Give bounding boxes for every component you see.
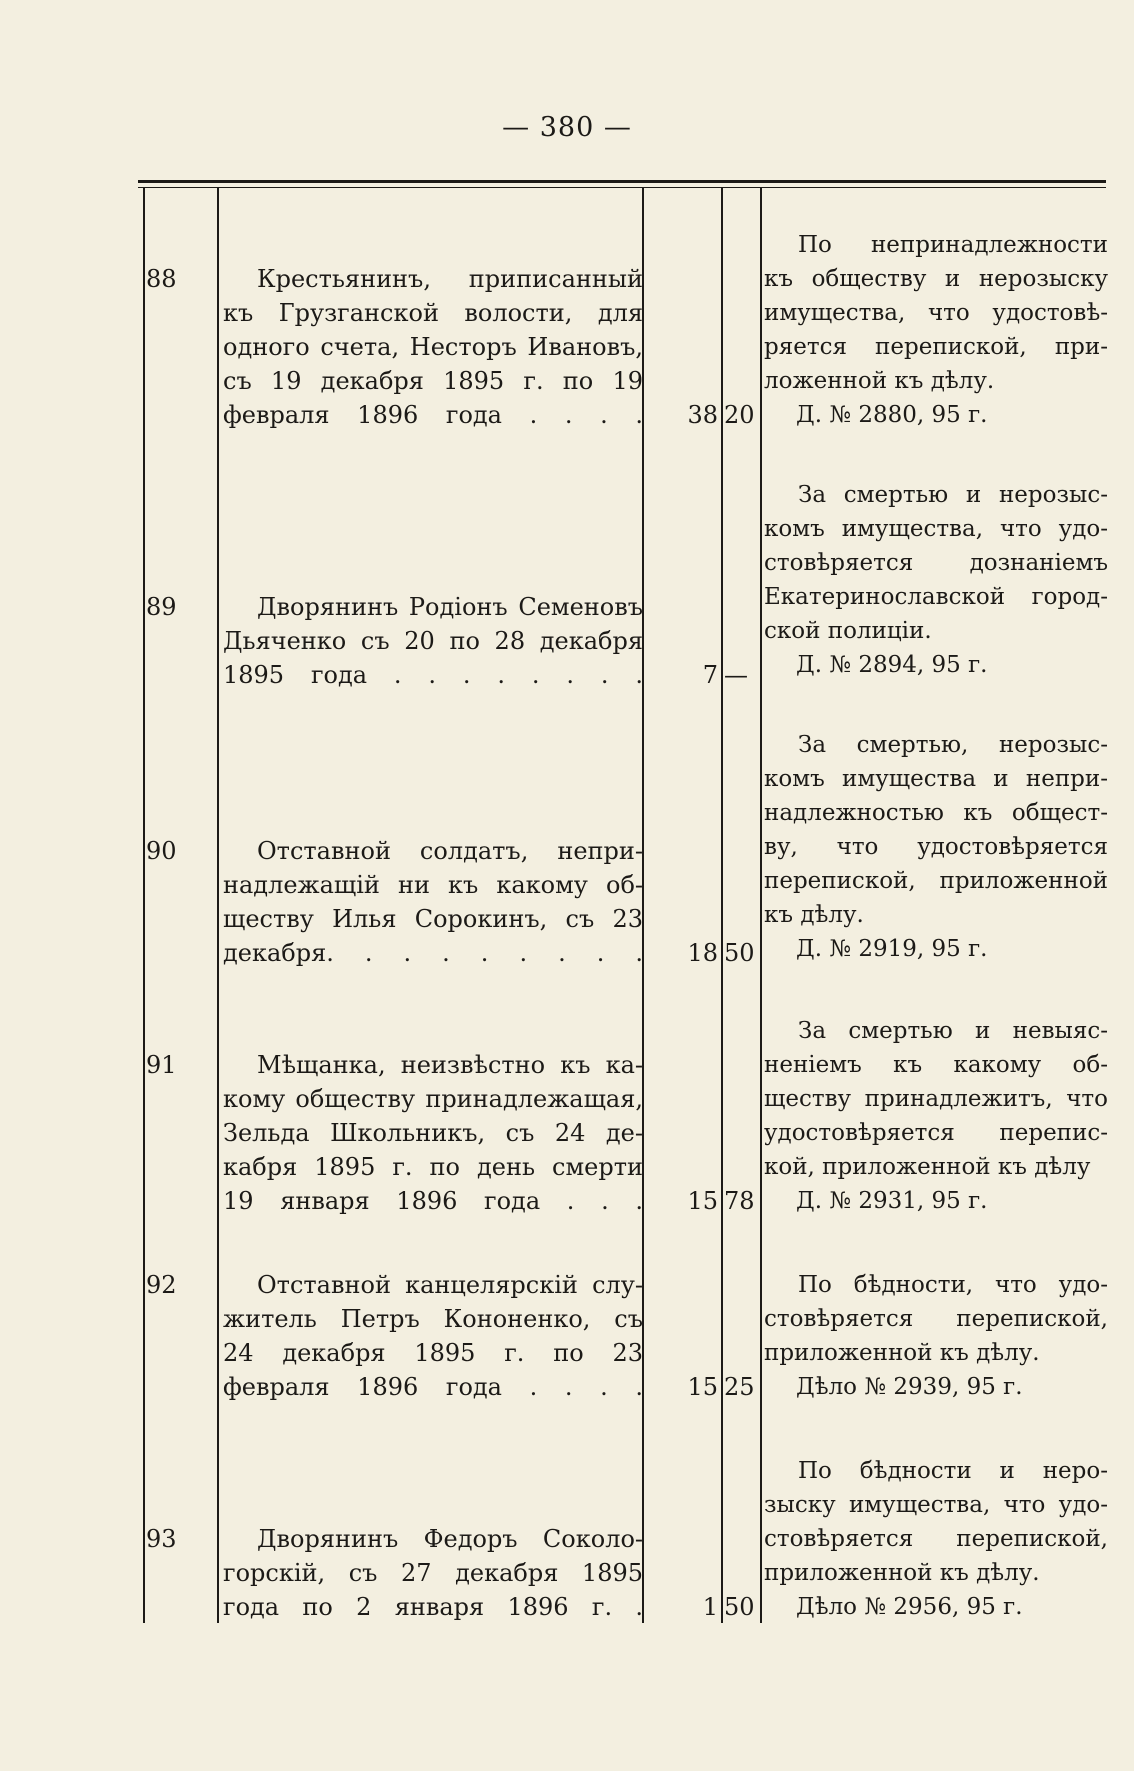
row-note	[764, 478, 1108, 682]
amount-rubles: 18	[687, 939, 718, 967]
text-line: ществу Илья Сорокинъ, съ 23	[223, 905, 643, 933]
text-line: 24 декабря 1895 г. по 23	[223, 1339, 643, 1367]
note-line: стовѣряется дознаніемъ	[764, 550, 1108, 576]
column-rule-number	[217, 188, 219, 1623]
text-line: кому обществу принадлежащая,	[223, 1085, 643, 1113]
column-rule-kopecks	[721, 188, 723, 1623]
row-description	[223, 1522, 643, 1624]
amount-rubles: 7	[702, 661, 718, 689]
text-line: февраля 1896 года . . . .	[223, 401, 643, 429]
amount-kopecks: —	[724, 661, 748, 689]
text-line: Дворянинъ Родіонъ Семеновъ	[257, 593, 643, 621]
note-line: комъ имущества и непри-	[764, 766, 1108, 792]
text-line: 19 января 1896 года . . .	[223, 1187, 643, 1215]
note-line: ложенной къ дѣлу.	[764, 368, 995, 394]
note-line: Екатеринославской город-	[764, 584, 1108, 610]
text-line: съ 19 декабря 1895 г. по 19	[223, 367, 643, 395]
note-line: приложенной къ дѣлу.	[764, 1340, 1040, 1366]
amount-kopecks: 20	[724, 401, 755, 429]
text-line: 1895 года . . . . . . . .	[223, 661, 643, 689]
amount-rubles: 15	[687, 1373, 718, 1401]
note-line: комъ имущества, что удо-	[764, 516, 1108, 542]
case-reference: Дѣло № 2956, 95 г.	[796, 1594, 1023, 1620]
note-line: ской полиціи.	[764, 618, 932, 644]
note-line: перепиской, приложенной	[764, 868, 1108, 894]
row-note	[764, 1268, 1108, 1404]
note-line: зыску имущества, что удо-	[764, 1492, 1108, 1518]
note-line: ряется перепиской, при-	[764, 334, 1108, 360]
note-line: надлежностью къ общест-	[764, 800, 1108, 826]
row-description	[223, 262, 643, 432]
row-description	[223, 590, 643, 692]
note-line: къ дѣлу.	[764, 902, 864, 928]
row-number: 91	[146, 1051, 177, 1079]
note-line: По бѣдности, что удо-	[798, 1272, 1108, 1298]
amount-rubles: 1	[702, 1593, 718, 1621]
text-line: декабря. . . . . . . . .	[223, 939, 643, 967]
note-line: ществу принадлежитъ, что	[764, 1086, 1108, 1112]
row-number: 88	[146, 265, 177, 293]
row-number: 89	[146, 593, 177, 621]
note-line: По бѣдности и неро-	[798, 1458, 1108, 1484]
note-line: стовѣряется перепиской,	[764, 1306, 1108, 1332]
note-line: стовѣряется перепиской,	[764, 1526, 1108, 1552]
note-line: За смертью и невыяс-	[798, 1018, 1108, 1044]
text-line: житель Петръ Кононенко, съ	[223, 1305, 643, 1333]
text-line: февраля 1896 года . . . .	[223, 1373, 643, 1401]
text-line: Дворянинъ Федоръ Соколо-	[257, 1525, 643, 1553]
case-reference: Д. № 2894, 95 г.	[796, 652, 988, 678]
note-line: ву, что удостовѣряется	[764, 834, 1108, 860]
text-line: Отставной солдатъ, непри-	[257, 837, 643, 865]
column-rule-left	[143, 188, 145, 1623]
row-note	[764, 1014, 1108, 1218]
row-number: 90	[146, 837, 177, 865]
table-top-rule-thin	[138, 187, 1106, 188]
amount-kopecks: 78	[724, 1187, 755, 1215]
note-line: имущества, что удостовѣ-	[764, 300, 1108, 326]
row-note	[764, 728, 1108, 966]
text-line: одного счета, Несторъ Ивановъ,	[223, 333, 643, 361]
amount-rubles: 15	[687, 1187, 718, 1215]
row-description	[223, 1048, 643, 1218]
text-line: надлежащій ни къ какому об-	[223, 871, 643, 899]
text-line: Отставной канцелярскій слу-	[257, 1271, 643, 1299]
note-line: За смертью, нерозыс-	[798, 732, 1108, 758]
note-line: къ обществу и нерозыску	[764, 266, 1108, 292]
text-line: Дьяченко съ 20 по 28 декабря	[223, 627, 643, 655]
note-line: За смертью и нерозыс-	[798, 482, 1108, 508]
table-top-rule	[138, 180, 1106, 183]
text-line: горскій, съ 27 декабря 1895	[223, 1559, 643, 1587]
amount-kopecks: 25	[724, 1373, 755, 1401]
row-description	[223, 834, 643, 970]
case-reference: Дѣло № 2939, 95 г.	[796, 1374, 1023, 1400]
text-line: къ Грузганской волости, для	[223, 299, 643, 327]
row-note	[764, 1454, 1108, 1624]
row-description	[223, 1268, 643, 1404]
row-number: 92	[146, 1271, 177, 1299]
note-line: кой, приложенной къ дѣлу	[764, 1154, 1091, 1180]
text-line: Мѣщанка, неизвѣстно къ ка-	[257, 1051, 643, 1079]
note-line: удостовѣряется перепис-	[764, 1120, 1108, 1146]
text-line: года по 2 января 1896 г. .	[223, 1593, 643, 1621]
text-line: Крестьянинъ, приписанный	[257, 265, 643, 293]
case-reference: Д. № 2880, 95 г.	[796, 402, 988, 428]
page-number: — 380 —	[502, 112, 632, 143]
text-line: Зельда Школьникъ, съ 24 де-	[223, 1119, 643, 1147]
note-line: приложенной къ дѣлу.	[764, 1560, 1040, 1586]
text-line: кабря 1895 г. по день смерти	[223, 1153, 643, 1181]
amount-kopecks: 50	[724, 1593, 755, 1621]
row-number: 93	[146, 1525, 177, 1553]
row-note	[764, 228, 1108, 432]
amount-kopecks: 50	[724, 939, 755, 967]
case-reference: Д. № 2931, 95 г.	[796, 1188, 988, 1214]
case-reference: Д. № 2919, 95 г.	[796, 936, 988, 962]
note-line: неніемъ къ какому об-	[764, 1052, 1108, 1078]
note-line: По непринадлежности	[798, 232, 1108, 258]
amount-rubles: 38	[687, 401, 718, 429]
